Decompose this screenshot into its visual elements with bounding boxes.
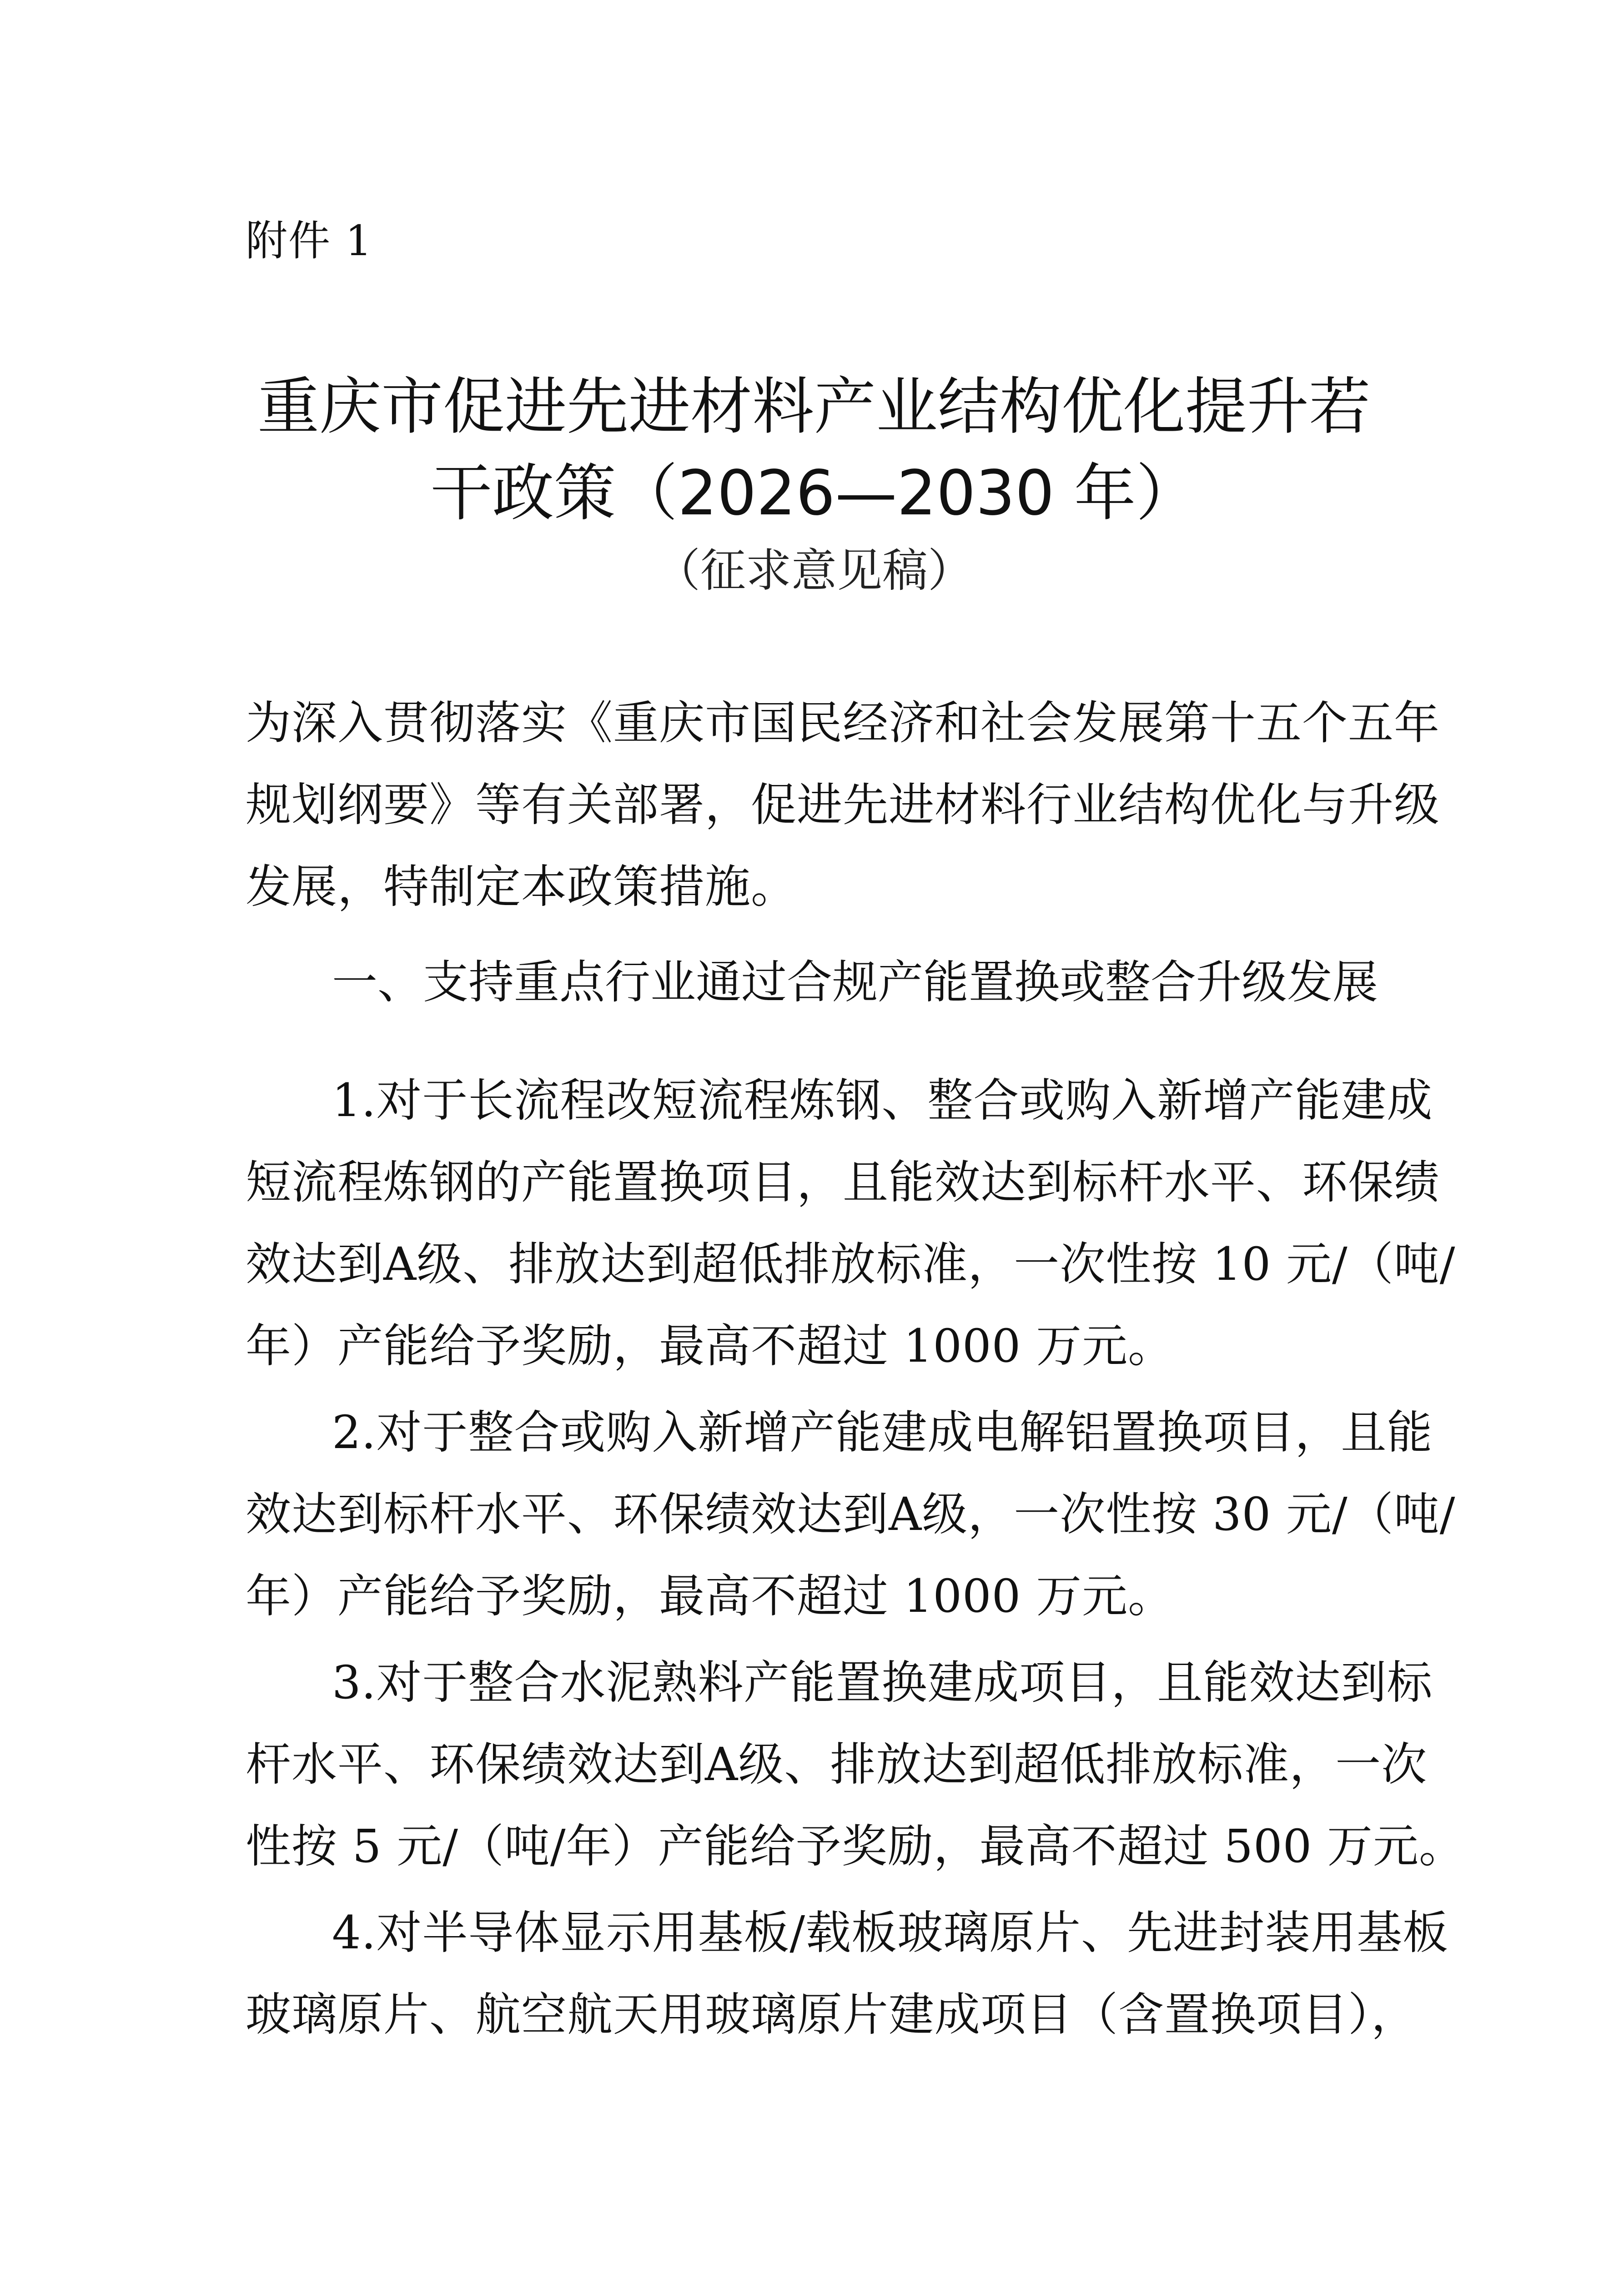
item-3-line: 性按 5 元/（吨/年）产能给予奖励，最高不超过 500 万元。 — [246, 1820, 1465, 1873]
item-1-line: 短流程炼钢的产能置换项目，且能效达到标杆水平、环保绩 — [246, 1156, 1440, 1209]
section-heading: 一、支持重点行业通过合规产能置换或整合升级发展 — [332, 956, 1378, 1009]
document-subtitle: （征求意见稿） — [655, 544, 973, 597]
item-1-line: 1.对于长流程改短流程炼钢、整合或购入新增产能建成 — [332, 1074, 1433, 1127]
item-2-line: 年）产能给予奖励，最高不超过 1000 万元。 — [246, 1570, 1174, 1623]
intro-line: 规划纲要》等有关部署，促进先进材料行业结构优化与升级 — [246, 778, 1440, 831]
item-2-line: 效达到标杆水平、环保绩效达到A级，一次性按 30 元/（吨/ — [246, 1488, 1456, 1541]
document-title-line-1: 重庆市促进先进材料产业结构优化提升若 — [257, 371, 1371, 443]
document-title-line-2: 干政策（2026—2030 年） — [430, 458, 1198, 529]
intro-line: 为深入贯彻落实《重庆市国民经济和社会发展第十五个五年 — [246, 696, 1440, 750]
item-3-line: 杆水平、环保绩效达到A级、排放达到超低排放标准，一次 — [246, 1738, 1428, 1791]
item-2-line: 2.对于整合或购入新增产能建成电解铝置换项目，且能 — [332, 1406, 1433, 1459]
attachment-label: 附件 1 — [246, 216, 373, 265]
intro-line: 发展，特制定本政策措施。 — [246, 860, 797, 913]
item-3-line: 3.对于整合水泥熟料产能置换建成项目，且能效达到标 — [332, 1656, 1433, 1709]
item-4-line: 玻璃原片、航空航天用玻璃原片建成项目（含置换项目）， — [246, 1988, 1417, 2041]
item-4-line: 4.对半导体显示用基板/载板玻璃原片、先进封装用基板 — [332, 1906, 1449, 1959]
item-1-line: 年）产能给予奖励，最高不超过 1000 万元。 — [246, 1319, 1174, 1373]
item-1-line: 效达到A级、排放达到超低排放标准，一次性按 10 元/（吨/ — [246, 1238, 1456, 1291]
